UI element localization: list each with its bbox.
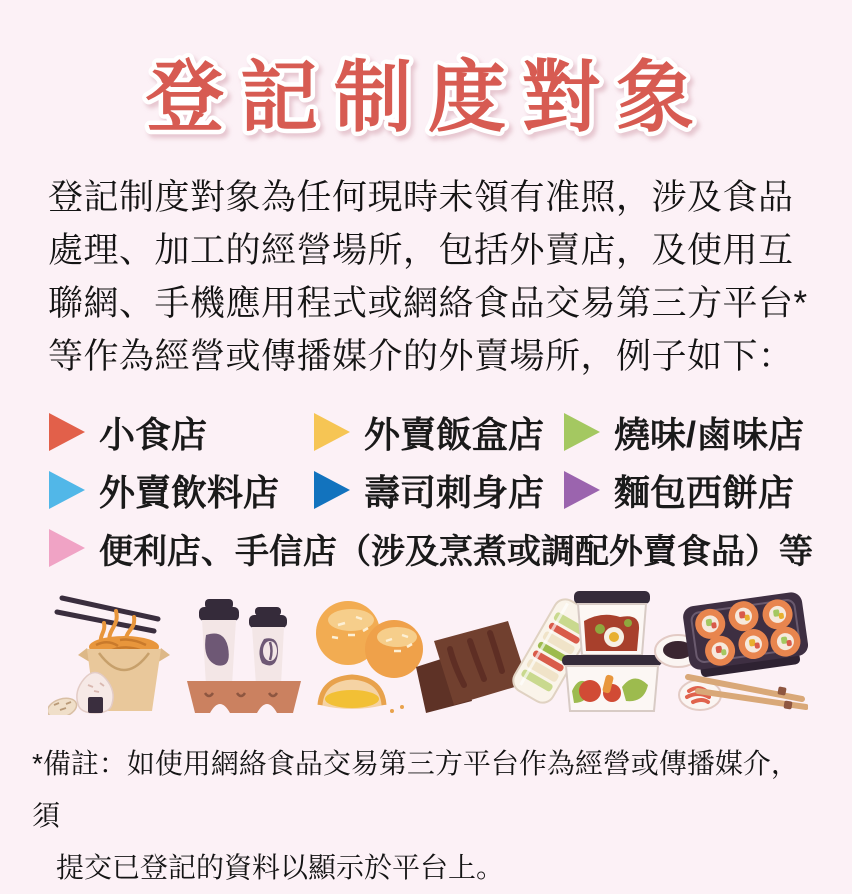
list-item-siu-mei-lou-mei-shop bbox=[563, 407, 804, 458]
list-item-takeaway-drink-shop bbox=[48, 465, 313, 516]
food-illustrations-svg bbox=[48, 589, 808, 715]
food-illustrations bbox=[48, 589, 804, 720]
list-item-sushi-sashimi-shop bbox=[313, 465, 563, 516]
list-item-label: 便利店、手信店（涉及烹煮或調配外賣食品）等 bbox=[99, 532, 813, 571]
footnote bbox=[0, 738, 852, 894]
triangle-bullet-icon bbox=[48, 412, 86, 452]
list-item-convenience-souvenir-shop bbox=[48, 524, 813, 573]
coffee-cup-carrier-icon bbox=[187, 599, 301, 713]
triangle-bullet-icon bbox=[48, 528, 86, 568]
triangle-bullet-icon bbox=[563, 470, 601, 510]
sushi-platter-icon bbox=[682, 591, 808, 710]
intro-line: 登記制度對象為任何現時未領有准照，涉及食品 bbox=[48, 178, 794, 217]
pineapple-buns-icon bbox=[316, 601, 423, 713]
poster bbox=[0, 38, 852, 720]
list-item-bakery-shop bbox=[563, 465, 804, 516]
triangle-bullet-icon bbox=[313, 412, 351, 452]
list-item-label: 外賣飯盒店 bbox=[364, 413, 545, 455]
chocolate-slabs-icon bbox=[416, 621, 528, 713]
list-row bbox=[48, 461, 804, 519]
title-text-svg bbox=[48, 38, 808, 150]
footnote-line: *備註：如使用網絡食品交易第三方平台作為經營或傳播媒介，須 bbox=[32, 748, 799, 831]
page-title bbox=[48, 38, 804, 155]
noodle-takeout-box-icon bbox=[48, 598, 170, 715]
title-text: 登記制度對象 bbox=[145, 53, 711, 141]
list-item-takeaway-rice-box-shop bbox=[313, 407, 563, 458]
triangle-bullet-icon bbox=[313, 470, 351, 510]
list-item-label: 外賣飲料店 bbox=[99, 471, 280, 513]
list-row bbox=[48, 519, 813, 577]
intro-line: 聯網、手機應用程式或網絡食品交易第三方平台* bbox=[48, 284, 808, 323]
list-item-label: 燒味/鹵味店 bbox=[614, 413, 805, 455]
footnote-line: 提交已登記的資料以顯示於平台上。 bbox=[56, 852, 505, 883]
list-row bbox=[48, 403, 804, 461]
shop-type-list bbox=[48, 403, 813, 577]
triangle-bullet-icon bbox=[48, 470, 86, 510]
intro-line: 處理、加工的經營場所，包括外賣店，及使用互 bbox=[48, 231, 794, 270]
list-item-label: 小食店 bbox=[99, 413, 208, 455]
list-item-label: 麵包西餅店 bbox=[614, 471, 795, 513]
intro-paragraph bbox=[48, 171, 808, 383]
intro-line: 等作為經營或傳播媒介的外賣場所，例子如下： bbox=[48, 337, 794, 376]
list-item-label: 壽司刺身店 bbox=[364, 471, 545, 513]
list-item-snack-shop bbox=[48, 407, 313, 458]
triangle-bullet-icon bbox=[563, 412, 601, 452]
